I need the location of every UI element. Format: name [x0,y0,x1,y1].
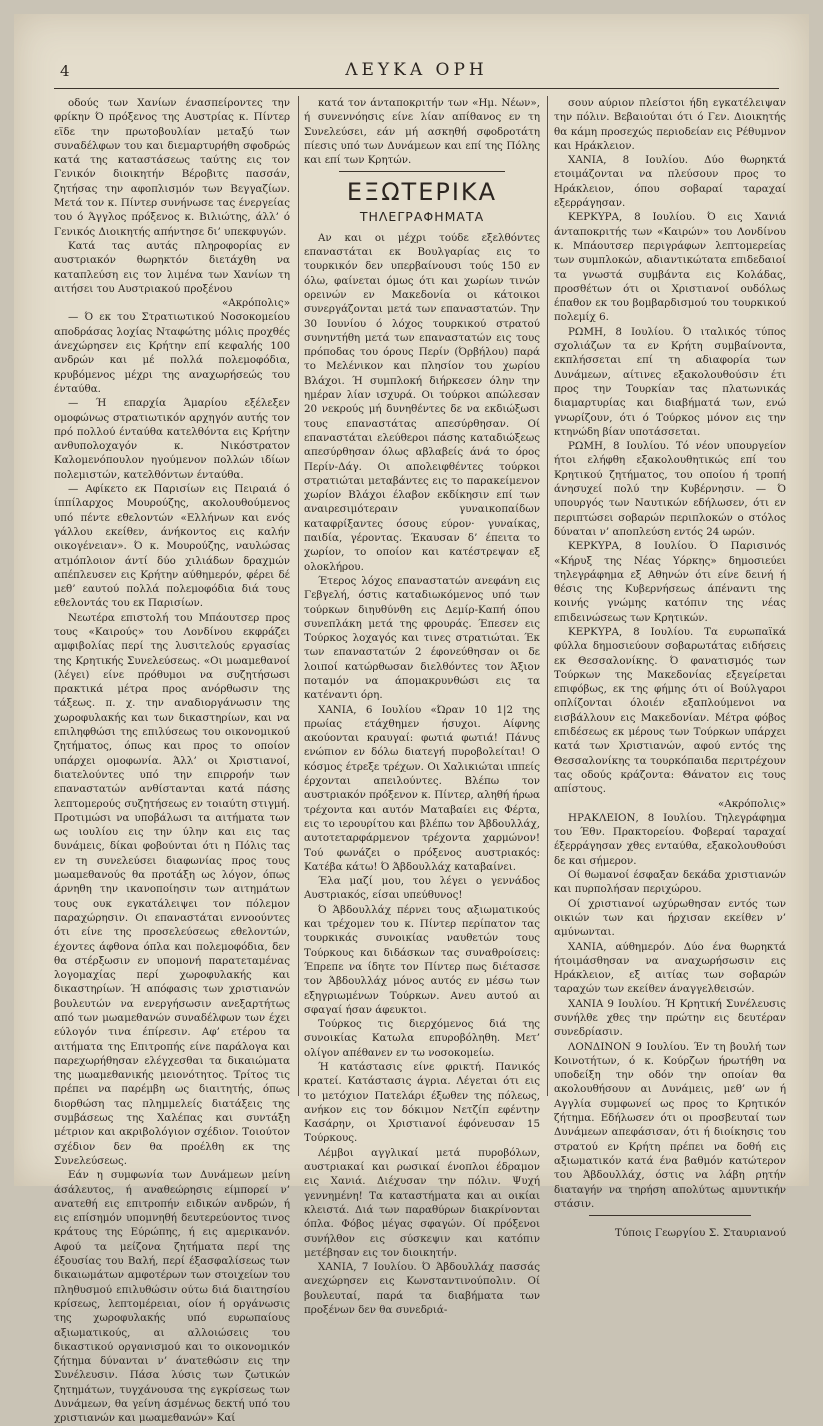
dispatch: ΚΕΡΚΥΡΑ, 8 Ιουλίου. Ό Παρισινός «Κήρυξ της Νέας Υόρκης» δημοσιεύει τηλεγράφημα εξ Αθηνών ότι είνε δεινή ή θέσις της Κυβερνήσεως άπέναντι της κοινής γνώμης κατόπιν της νέας επιδεινώσεως των Κρητικών. [554,540,786,624]
paragraph: — Αφίκετο εκ Παρισίων εις Πειραιά ό ίππίλαρχος Μουρούζης, ακολουθούμενος υπό πέντε εθελοντών «Ελλήνων και ενός γάλλου εκείθεν, άνήκοντος εις καλήν οικογένειαν». Ό κ. Μουρούζης, ναυλώσας ατμόπλοιον άντί δύο χιλιάδων δραχμών απέπλευσεν εις Κρήτην αύθημερόν, φέρει δέ μεθ’ εαυτού πολλά πολεμοφόδια διά τους εθελοντάς του εκ Παρισίων. [54,483,290,610]
paragraph: Έτερος λόχος επαναστατών ανεφάνη εις Γεβγελή, όστις καταδιωκόμενος υπό των τούρκων διηυθύνθη εις Δεμίρ-Καπή όπου συνεπλάκη μετά της φρουράς. Έπεσεν εις Τούρκος λοχαγός και τινες στρατιώται. Έκ των επαναστατών 2 έφονεύθησαν οι δε λοιποί κατώρθωσαν διελθόντες τον Άξιον ποταμόν να άπομακρυνθώσι εις τα κατέναντι όρη. [304,574,540,702]
paragraph: Ό Άβδουλλάχ πέρνει τους αξιωματικούς και τρέχομεν του κ. Πίντερ περίπατον τας τουρκικάς συνοικίας ναυθετών τους Τούρκους και διδάσκων τας συναθροίσεις: Έπρεπε να ίδητε τον Πίντερ πως διέτασσε τον Άβδουλλάχ μόνος αυτός εν μέσω των εξηγριωμένων Τούρκων. Ανευ αυτού αι σφαγαί ήσαν άφευκτοι. [304,903,540,1016]
paragraph: Οί χριστιανοί ωχύρωθησαν εντός των οικιών των και ήρχισαν εκείθεν ν’ αμύνωνται. [554,897,786,939]
masthead: ΛΕΥΚΑ ΟΡΗ [345,60,488,80]
paragraph: Τούρκος τις διερχόμενος διά της συνοικίας Κατωλα επυροβόληθη. Μετ’ ολίγον απέθανεν εν τω νοσοκομείω. [304,1018,540,1059]
paragraph: σουν αύριον πλείστοι ήδη εγκατέλειψαν την πόλιν. Βεβαιούται ότι ό Γεν. Διοικητής θα κάμη προσεχώς περιοδείαν εις Ρέθυμνον και Ηράκλειον. [554,97,786,152]
paragraph: Νεωτέρα επιστολή του Μπάουτσερ προς τους «Καιρούς» του Λονδίνου εκφράζει αμφιβολίας περί της λυσιτελούς εργασίας της Κρητικής Συνελεύσεως. «Οι μωαμεθανοί (λέγει) είνε πρόθυμοι να συζητήσωσι πρακτικά μέτρα προς ανόρθωσιν της τάξεως. π. χ. την αναδιοργάνωσιν της χωροφυλακής και των δικαστηρίων, και να επιληφθώσι της επιλύσεως του οικονομικού ζητήματος, όπως και προς το οποίον υπάρχει ομοφωνία. Άλλ’ οι Χριστιανοί, διατελούντες υπό την επιρροήν των επαναστατών ανθίστανται κατά πάσης λεπτομερούς συζητήσεως εν τοιαύτη στιγμή. Προτιμώσι να υποβάλωσι τα αιτήματα των ως ιουλίου εις την ύλην και εις τας δυνάμεις, δίκαι φοβούνται ότι η Πόλις τας εν τη συνελεύσει διαφωνίας προς τους μωαμεθανούς θα προτάξη ως λόγον, όπως άρνηθη την ικανοποίησιν των αιτημάτων τους ουκ εγκατάλειψει τον πόλεμον παραχώρησιν. Οι επαναστάται εννοούντες ότι είνε της προσελεύσεως εθελοντών, έχοντες άφθονα όπλα και πολεμοφόδια, δεν θα στέρξωσιν εν υπομονή παρατεταμένας λογομαχίας περί χωροφυλακής και δικαστηρίων. Ή απόφασις των χριστιανών βουλευτών να ενεργήσωσιν ανεξαρτήτως από των μωαμεθανών συναδέλφων των έχει εύλογόν τινα έπίρεσιν. Αφ’ ετέρου τα αιτήματα της Επιτροπής είνε παράλογα και παρεχωρήθησαν ελέγχεσθαι τα δικαιώματα της μωαμεθανικής μειονότητος. Τρίτος τις πρέπει να παρέμβη ως διαιτητής, όπως διορθώση τας πλημμελείς διατάξεις της συμβάσεως της Χαλέπας και συντάξη μέτριον και ακριβολόγιον σχέδιον. Τοιούτον σχέδιον δεν θα προέλθη εκ της Συνελεύσεως. [54,611,290,1167]
dispatch: ΧΑΝΙΑ, 8 Ιουλίου. Δύο θωρηκτά ετοιμάζονται να πλεύσουν προς το Ηράκλειον, όπου σοβαραί ταραχαί εξερράγησαν. [554,154,786,210]
dispatch: ΧΑΝΙΑ, 6 Ιουλίου «Ώραν 10 1|2 της πρωίας ετάχθημεν ήσυχοι. Αίφνης ακούονται κραυγαί: φωτιά φωτιά! Πάνυς ενώπιον εν δόλω διατεγή πυροβολείται! Ο κόσμος έτρεξε τρέχων. Οι Χαλικιώται ιππείς έρχονται απειλούντες. Βλέπω τον αυστριακόν πρόξενον κ. Πίντερ, αληθή ήρωα τρέχοντα και αυτόν Ματαβαίει εις Φέρτα, εις το ιερουρίτου και βλέπω τον Άβδουλλάχ, αυτοτεταρφάρμενον τρέχοντα χαρμώνον! Τού φωνάζει ο πρόξενος αυστριακός: Κατέβα κάτω! Ό Άβδουλλάχ καταβαίνει. [304,703,540,873]
page-number: 4 [60,62,70,80]
paragraph: Ή κατάστασις είνε φρικτή. Πανικός κρατεί. Κατάστασις άγρια. Λέγεται ότι εις το μετόχιον Πατελάρι έξωθεν της πόλεως, ανήκον εις τον δόκιμον Νετζίπ εφέντην Κασάρην, οι Χριστιανοί έφόνευσαν 15 Τούρκους. [304,1061,540,1145]
paragraph: — Ή επαρχία Άμαρίου εξέλεξεν ομοφώνως στρατιωτικόν αρχηγόν αυτής τον πρό πολλού ένταύθα κατελθόντα εις Κρήτην ανθυπολοχαγόν κ. Νικόστρατον Καλομενόπουλον ηγούμενον πολλών ιδίων πολεμιστών, κατελθόντων ένταύθα. [54,397,290,481]
section-subtitle: ΤΗΛΕΓΡΑΦΗΜΑΤΑ [359,209,485,225]
column-1 [54,96,290,1425]
dispatch: ΚΕΡΚΥΡΑ, 8 Ιουλίου. Ό εις Χανιά άνταποκριτής των «Καιρών» του Λονδίνου κ. Μπάουτσερ περιγράφων λεπτομερείας των συμπλοκών, αδιαντικώτατα επιδεδαιοί τα γνωστά συμβάντα εις Κολάδας, προσθέτων ότι οι Χριστιανοί ουδόλως έπαθον εκ του βομβαρδισμού του τουρκικού πολεμίχ 6. [554,211,786,324]
dispatch: ΧΑΝΙΑ, αύθημερόν. Δύο ένα θωρηκτά ήτοιμάσθησαν να αναχωρήσωσιν εις Ηράκλειον, εξ αιτίας των σοβαρών ταραχών των εκείθεν άναγγελθεισών. [554,940,786,996]
paragraph: Αν και οι μέχρι τούδε εξελθόντες επαναστάται εκ Βουλγαρίας εις το τουρκικόν δεν υπερβαίνουσι τούς 150 εν όλω, φαίνεται όμως ότι και χωρίων τινών ορεινών εν Μακεδονία οι κάτοικοι συνεργάζονται μετά των επαναστατών. Την 30 Ιουνίου ό λόχος τουρκικού στρατού συνηντήθη μετά των επαναστατών εις τους πρόποδας του όρους Περίν (Όρβήλου) παρά το Μελένικον και πλησίον του χωρίου Βλάχοι. Ή συμπλοκή διήρκεσεν όλην την ημέραν λίαν ισχυρά. Οι τούρκοι απώλεσαν 20 νεκρούς μή δυνηθέντες δε να εκδιώξωσι τους επαναστάτας απεσύρθησαν. Οί επαναστάται ελεύθεροι πάσης καταδιώξεως απεσύρθησαν όλως αβλαβείς άνά το όρος Περίν-Δάγ. Οι απολειφθέντες τούρκοι στρατιώται μεταβάντες εις το παρακείμενον χωρίον Βλάχοι έλαβον εκδίκησιν επί των αναιρεσιμότεραιν γυναικοπαίδων καταφρίξαντες όσους εύρον· γυναίκας, παιδία, γέροντας. Έκαυσαν δ’ έπειτα το χωρίον, το οποίον και κατέστρεψαν εξ ολοκλήρου. [304,231,540,573]
dispatch: ΛΟΝΔΙΝΟΝ 9 Ιουλίου. Έν τη βουλή των Κοινοτήτων, ό κ. Κούρζων ήρωτήθη να υποδείξη την οδόν την οποίαν θα ακολουθήσουν αι Δυνάμεις, μεθ’ ων ή Αγγλία συμφωνεί ως προς το Κρητικόν ζήτημα. Εδήλωσεν ότι οι προσβευταί των Δυνάμεων απεφάσισαν, ότι ή διοίκησις του στρατού εν Κρήτη πρέπει να δοθή εις αξιωματικόν κατά ένα βαθμόν κατώτερον του Άβδουλλάχ, όστις να λάβη ρητήν διαταγήν να τηρήση απολύτως αμυντικήν στάσιν. [554,1040,786,1210]
column-2 [304,96,540,1317]
paragraph: Έλα μαζί μου, του λέγει ο γεννάδος Αυστριακός, είσαι υπεύθυνος! [304,875,540,902]
section-title: ΕΞΩΤΕΡΙΚΑ [346,178,498,207]
newspaper-page [14,14,809,1425]
dispatch: ΡΩΜΗ, 8 Ιουλίου. Τό νέον υπουργείον ήτοι ελήφθη εξακολουθητικώς επί του Κρητικού ζητήματος, του οποίου ή τροπή άνησυχεί πολύ την Κυβέρνησιν. — Ό υπουργός των Ναυτικών εδήλωσεν, ότι εν περιπτώσει σοβαρών περιπλοκών ο στόλος δύναται ν’ αποπλεύση εντός 24 ωρών. [554,440,786,538]
section-divider [339,171,504,172]
paragraph: Λέμβοι αγγλικαί μετά πυροβόλων, αυστριακαί και ρωσικαί ένοπλοι έδραμον εις Χανιά. Διέχυσαν την πόλιν. Ψυχή γεννημένη! Τα καταστήματα και αι οικίαι κλειστά. Διά των παραθύρων διακρίνονται όπλα. Φόβος μέγας σφαγών. Οί πρόξενοι συνήλθον εις σύσκεψιν και κατόπιν μετέβησαν εις τον διοικητήν. [304,1146,540,1259]
page-header [54,56,779,86]
source-credit: «Ακρόπολις» [717,797,786,810]
source-credit: «Ακρόπολις» [221,297,290,310]
column-divider [298,96,299,1096]
paragraph: Κατά τας αυτάς πληροφορίας εν αυστριακόν θωρηκτόν διετάχθη να καταπλεύση εις τον λιμένα των Χανίων τη αιτήσει του Αυστριακού προξένου [54,239,290,295]
paragraph: — Ό εκ του Στρατιωτικού Νοσοκομείου αποδράσας λοχίας Νταφώτης μόλις προχθές άνεχώρησεν εις Κρήτην επί κεφαλής 100 ανδρών και μέ πολλά πολεμοφόδια, κρυβόμενος μέχρι της αναχωρήσεώς του ένταύθα. [54,311,290,395]
paragraph: Εάν η συμφωνία των Δυνάμεων μείνη άσάλευτος, ή αναθεώρησις είμπορεί ν’ ανατεθή εις επιτροπήν ειδικών ανδρών, ή εις επίσημόν υπομνηθή δευτερεύοντος τινος κράτους της Εύρώπης, ή εις αμερικανόν. Αφού τα μείζονα ζητήματα περί της έξουσίας του Βαλή, περί έξασφαλίσεως των δικαιωμάτων αμφοτέρων των στοιχείων του πληθυσμού επιλυθώσιν ούτω διά διαιτησίου κρίσεως, λεπτομέρειαι, οίον ή οργάνωσις της χωροφυλακής υπό ευρωπαίους αξιωματικούς, αι αλλοιώσεις του δικαστικού οργανισμού και το οικονομικόν ζήτημα δύνανται ν’ άνατεθώσιν εις την Συνέλευσιν. Πάσα λύσις των ζωτικών ζητημάτων, τυγχάνουσα της εγκρίσεως των Δυνάμεων, θα γείνη άσμένως δεκτή υπό του χριστιανών και μωαμεθανών» Καί [54,1169,290,1425]
dispatch: ΧΑΝΙΑ 9 Ιουλίου. Ή Κρητική Συνέλευσις συνήλθε χθες την πρώτην εις δευτέραν συνεδρίασιν. [554,997,786,1039]
column-divider [547,96,548,1096]
end-divider [589,1215,751,1216]
column-3 [554,96,786,1240]
dispatch: ΚΕΡΚΥΡΑ, 8 Ιουλίου. Τα ευρωπαϊκά φύλλα δημοσιεύουν σοβαρωτάτας ειδήσεις εκ Θεσσαλονίκης. Ό φανατισμός των Τούρκων της Μακεδονίας εξεγείρεται επιφόβως, εκ της φήμης ότι οί Βούλγαροι οπλίζονται όλοιέν εξαπλούμενοι να εισβάλλουν εις Μακεδονίαν. Μέτρα φόβος επιδέσεως εκ μέρους των Τούρκων υπάρχει κατά των Χριστιανών, αφού εντός της Θεσσαλονίκης τα τουρκόπαιδα περιτρέχουν τας οδούς κράζοντα: Θάνατον εις τους απίστους. [554,625,786,796]
printer-signature: Τύποις Γεωργίου Σ. Σταυριανού [614,1227,786,1240]
dispatch: ΗΡΑΚΛΕΙΟΝ, 8 Ιουλίου. Τηλεγράφημα του Έθν. Πρακτορείου. Φοβεραί ταραχαί έξερράγησαν χθες ενταύθα, εξακολουθούσι δε και σήμερον. [554,811,786,867]
paragraph: κατά τον άνταποκριτήν των «Ημ. Νέων», ή συνεννόησις είνε λίαν απίθανος εν τη Συνελεύσει, εάν μή ασκηθή σφοδροτάτη πίεσις υπό των Δυνάμεων και επί της Πόλης και επί των Κρητών. [304,97,540,167]
paragraph: οδούς των Χανίων ένασπείροντες την φρίκην Ό πρόξενος της Αυστρίας κ. Πίντερ εϊδε την πρωτοβουλίαν μεταξύ των συναδέλφων του και διεμαρτυρήθη σφοδρώς κατά της καταστάσεως ταύτης εις τον Γενικόν διοικητήν Βέροβιτς πασσάν, ζητήσας την αφοπλισμόν των Βεγγαζίων. Μετά τον κ. Πίντερ συνήνωσε τας ένεργείας του ό Άγγλος πρόξενος κ. Βιλιώτης, άλλ’ ό Γενικός Διοικητής απήντησε δι’ υπεκφυγών. [54,97,290,238]
paragraph: Οί θωμανοί έσφαξαν δεκάδα χριστιανών και πυρπολήσαν περιχώρου. [554,869,786,896]
dispatch: ΧΑΝΙΑ, 7 Ιουλίου. Ό Άβδουλλάχ πασσάς ανεχώρησεν εις Κωνσταντινούπολιν. Οί βουλευταί, παρά τα διαβήματα των προξένων δεν θα συνεδριά- [304,1261,540,1317]
dispatch: ΡΩΜΗ, 8 Ιουλίου. Ό ιταλικός τύπος σχολιάζων τα εν Κρήτη συμβαίνοντα, εκπλήσσεται επί τη αδιαφορία των Δυνάμεων, αίτινες εξακολουθούσιν έτι προς την Τουρκίαν τας πλατωνικάς διαμαρτυρίας και διαβήματά των, ενώ γνωρίζουν, ότι ό Τούρκος μόνον εις την κτηνώδη βίαν υποτάσσεται. [554,325,786,438]
header-rule [54,88,779,89]
